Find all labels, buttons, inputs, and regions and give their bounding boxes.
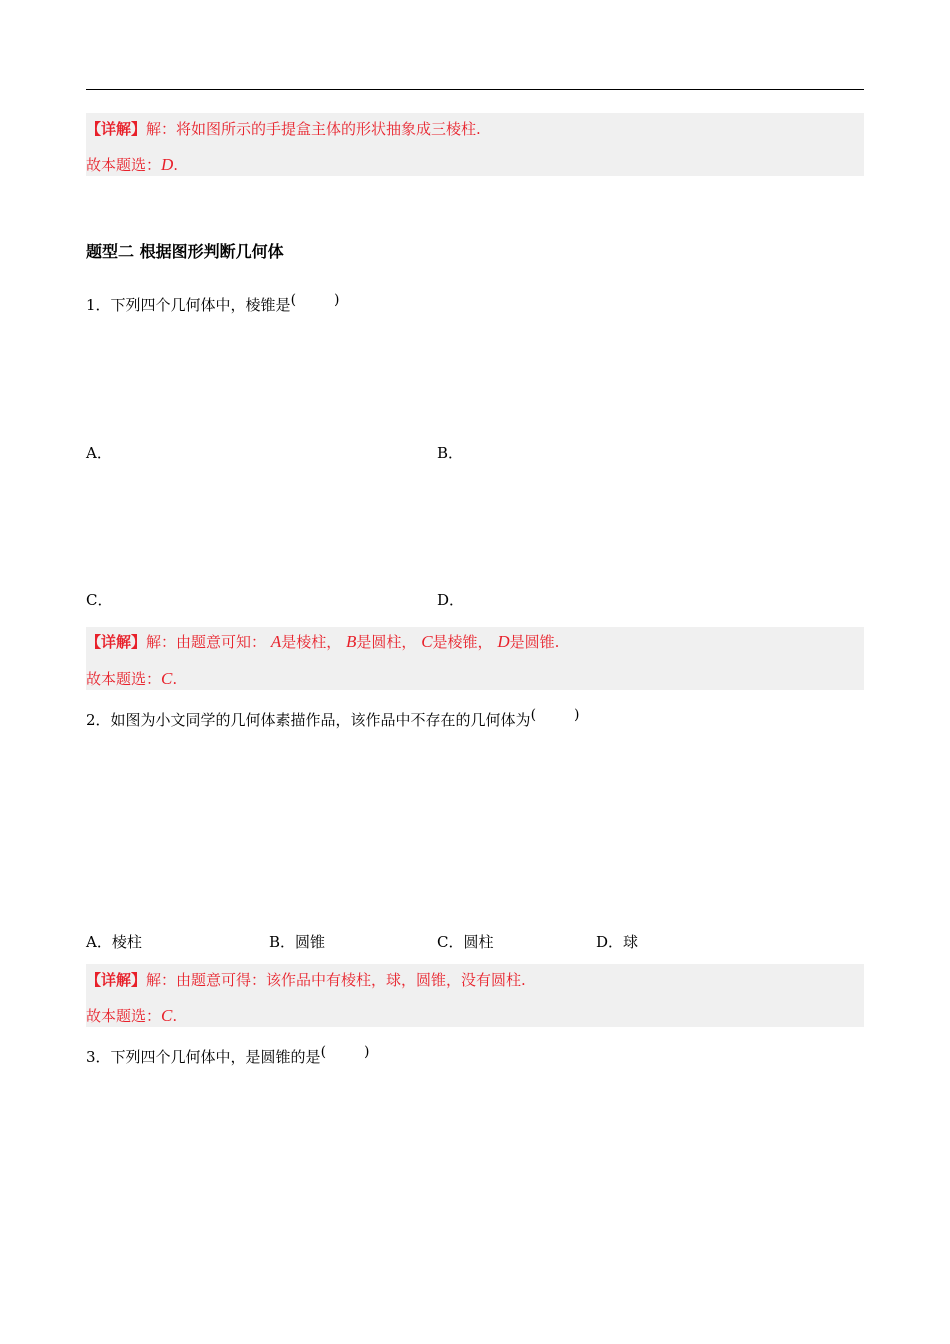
- question-stem: 下列四个几何体中，棱锥是: [110, 296, 291, 314]
- option-label: D．: [596, 933, 624, 951]
- var-b: B: [346, 632, 357, 651]
- solution-q2-conclusion: [86, 1006, 177, 1026]
- option-text: 球: [623, 933, 639, 951]
- var-a-text: 是棱柱，: [281, 633, 342, 651]
- q1-option-b[interactable]: B．: [437, 444, 464, 462]
- solution-text: 解：将如图所示的手提盒主体的形状抽象成三棱柱.: [146, 120, 481, 138]
- q2-option-a[interactable]: [86, 932, 142, 952]
- answer-blank: ( ): [530, 707, 580, 723]
- option-text: 圆柱: [463, 933, 494, 951]
- var-d-text: 是圆锥.: [509, 633, 560, 651]
- solution-prev-conclusion: [86, 155, 178, 175]
- answer-period: .: [173, 156, 179, 174]
- question-number: 3．: [86, 1048, 111, 1066]
- option-label: C．: [437, 933, 464, 951]
- solution-tag: 【详解】: [86, 971, 147, 989]
- var-c: C: [421, 632, 433, 651]
- option-text: 圆锥: [295, 933, 326, 951]
- question-1: [86, 292, 340, 316]
- solution-tag: 【详解】: [86, 633, 147, 651]
- header-rule: [86, 89, 864, 90]
- solution-lead: 解：由题意可知：: [146, 633, 267, 651]
- solution-q1-detail: [86, 632, 559, 652]
- answer-variable: D: [161, 155, 174, 174]
- option-label: A．: [86, 933, 112, 951]
- question-2: [86, 707, 580, 731]
- conclusion-prefix: 故本题选：: [86, 670, 162, 688]
- solution-prev-detail: [86, 119, 481, 139]
- question-number: 1．: [86, 296, 111, 314]
- solution-text: 解：由题意可得：该作品中有棱柱，球，圆锥，没有圆柱.: [146, 971, 526, 989]
- answer-period: .: [172, 670, 178, 688]
- q2-option-c[interactable]: [437, 932, 494, 952]
- question-stem: 如图为小文同学的几何体素描作品，该作品中不存在的几何体为: [110, 711, 531, 729]
- answer-variable: C: [161, 1006, 173, 1025]
- q1-option-d[interactable]: D．: [437, 591, 465, 609]
- answer-blank: ( ): [290, 292, 340, 308]
- question-stem: 下列四个几何体中，是圆锥的是: [110, 1048, 321, 1066]
- var-d: D: [497, 632, 510, 651]
- question-number: 2．: [86, 711, 111, 729]
- q2-option-d[interactable]: [596, 932, 638, 952]
- solution-q1-conclusion: [86, 669, 177, 689]
- option-text: 棱柱: [111, 933, 142, 951]
- var-b-text: 是圆柱，: [356, 633, 417, 651]
- section-title: 题型二 根据图形判断几何体: [86, 242, 284, 261]
- q1-option-a[interactable]: A．: [86, 444, 112, 462]
- answer-variable: C: [161, 669, 173, 688]
- solution-tag: 【详解】: [86, 120, 147, 138]
- answer-blank: ( ): [320, 1044, 370, 1060]
- var-a: A: [270, 632, 282, 651]
- option-label: B．: [269, 933, 296, 951]
- conclusion-prefix: 故本题选：: [86, 1007, 162, 1025]
- q1-option-c[interactable]: C．: [86, 591, 113, 609]
- q2-option-b[interactable]: [269, 932, 325, 952]
- var-c-text: 是棱锥，: [432, 633, 493, 651]
- conclusion-prefix: 故本题选：: [86, 156, 162, 174]
- answer-period: .: [172, 1007, 178, 1025]
- solution-q2-detail: [86, 970, 526, 990]
- question-3: [86, 1044, 370, 1068]
